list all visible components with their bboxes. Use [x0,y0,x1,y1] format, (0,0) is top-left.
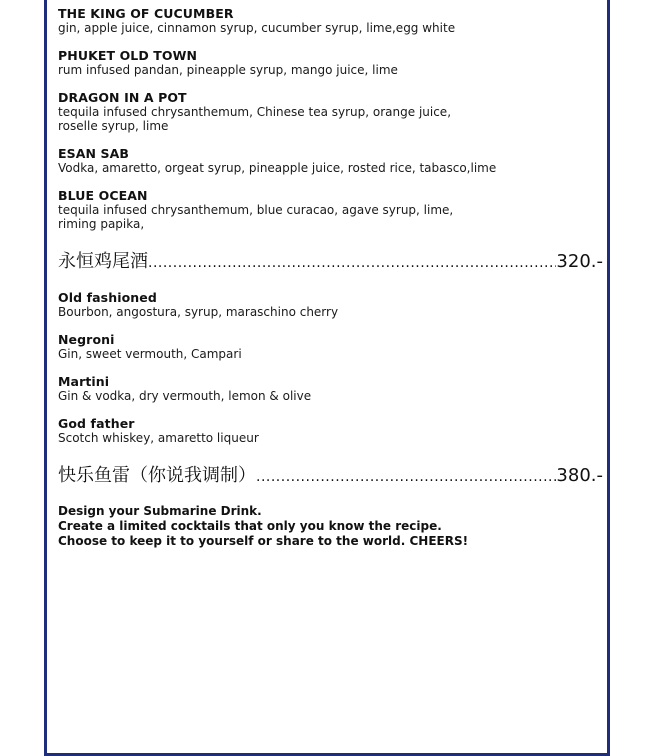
classic-section-header [58,251,603,274]
section-title: 快乐鱼雷（你说我调制） [58,465,256,486]
custom-section-header [58,465,603,488]
item-name: DRAGON IN A POT [58,90,187,105]
item-name: ESAN SAB [58,146,130,161]
menu-content [58,6,603,549]
menu-item [58,290,603,319]
section-price: 380.- [556,465,603,486]
dot-leader [256,466,556,488]
section-price: 320.- [556,251,603,272]
menu-item [58,332,603,361]
section-title: 永恒鸡尾酒 [58,251,148,272]
menu-item [58,146,603,175]
item-description: Scotch whiskey, amaretto liqueur [58,431,259,445]
item-name: BLUE OCEAN [58,188,148,203]
item-description: Gin & vodka, dry vermouth, lemon & olive [58,389,312,403]
menu-item [58,90,603,133]
item-name: God father [58,416,135,431]
menu-item [58,416,603,445]
menu-item [58,374,603,403]
item-description: tequila infused chrysanthemum, Chinese tea syrup, orange juice, roselle syrup, lime [58,105,452,133]
menu-item [58,6,603,35]
item-description: tequila infused chrysanthemum, blue curacao, agave syrup, lime, riming papika, [58,203,454,231]
item-description: Vodka, amaretto, orgeat syrup, pineapple juice, rosted rice, tabasco,lime [58,161,497,175]
item-name: Martini [58,374,110,389]
menu-item [58,48,603,77]
item-description: Bourbon, angostura, syrup, maraschino cherry [58,305,339,319]
item-description: rum infused pandan, pineapple syrup, mango juice, lime [58,63,398,77]
description-line: Create a limited cocktails that only you know the recipe. [58,519,442,533]
item-name: Old fashioned [58,290,157,305]
item-name: THE KING OF CUCUMBER [58,6,234,21]
item-description: Gin, sweet vermouth, Campari [58,347,242,361]
description-line: Choose to keep it to yourself or share to the world. CHEERS! [58,534,469,548]
item-name: PHUKET OLD TOWN [58,48,198,63]
dot-leader [148,252,556,274]
custom-drink-description [58,504,603,549]
item-name: Negroni [58,332,115,347]
item-description: gin, apple juice, cinnamon syrup, cucumber syrup, lime,egg white [58,21,456,35]
description-line: Design your Submarine Drink. [58,504,262,518]
menu-item [58,188,603,231]
